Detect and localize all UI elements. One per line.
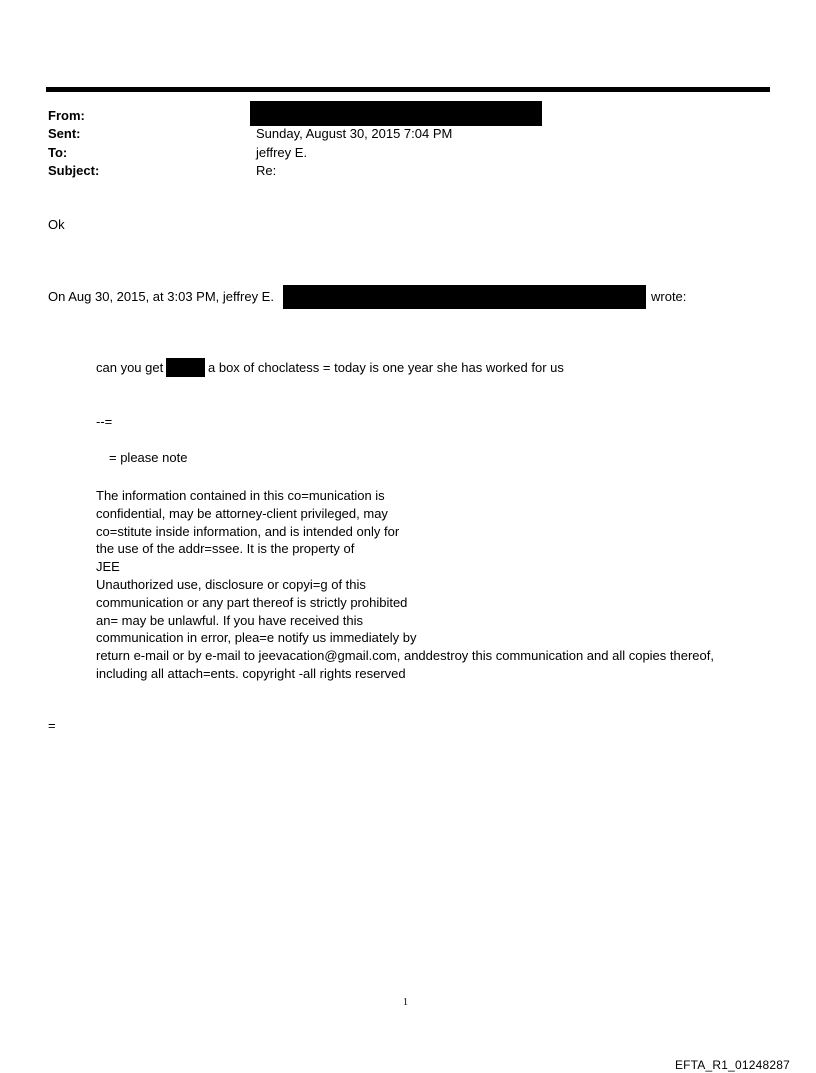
- header-rule: [46, 87, 770, 92]
- notice-line: Unauthorized use, disclosure or copyi=g of this: [96, 576, 366, 592]
- sent-label: Sent:: [48, 126, 81, 141]
- from-label: From:: [48, 108, 85, 123]
- from-redaction: [250, 101, 542, 126]
- quote-wrote: wrote:: [651, 289, 687, 304]
- quoted-request-part1: can you get: [96, 360, 164, 375]
- notice-line: an= may be unlawful. If you have received this: [96, 612, 364, 628]
- reply-text: Ok: [48, 217, 65, 232]
- notice-line: communication in error, plea=e notify us immediately by: [96, 630, 417, 646]
- signature-separator: --=: [96, 414, 113, 429]
- quote-intro: On Aug 30, 2015, at 3:03 PM, jeffrey E.: [48, 289, 274, 304]
- subject-value: Re:: [256, 163, 277, 178]
- trailing-char: =: [48, 718, 56, 733]
- notice-line: confidential, may be attorney-client privileged, may: [96, 505, 388, 521]
- notice-line: including all attach=ents. copyright -all rights reserved: [96, 665, 406, 681]
- quoted-request-part2: a box of choclatess = today is one year she has worked for us: [208, 360, 564, 375]
- please-note: = please note: [109, 450, 188, 465]
- page-number: 1: [403, 997, 408, 1008]
- sender-email-redaction: [283, 285, 646, 309]
- name-redaction: [166, 358, 205, 377]
- bates-number: EFTA_R1_01248287: [674, 1058, 790, 1072]
- notice-line: the use of the addr=ssee. It is the property of: [96, 541, 355, 557]
- subject-label: Subject:: [48, 163, 100, 178]
- notice-line: JEE: [96, 559, 120, 575]
- notice-line: return e-mail or by e-mail to jeevacation@gmail.com, anddestroy this communication and all copies thereof,: [96, 648, 714, 664]
- sent-value: Sunday, August 30, 2015 7:04 PM: [256, 126, 453, 141]
- confidentiality-notice: [96, 487, 714, 683]
- notice-line: communication or any part thereof is strictly prohibited: [96, 594, 408, 610]
- to-label: To:: [48, 145, 68, 160]
- notice-line: The information contained in this co=munication is: [96, 488, 385, 503]
- notice-line: co=stitute inside information, and is intended only for: [96, 523, 400, 539]
- to-value: jeffrey E.: [256, 145, 308, 160]
